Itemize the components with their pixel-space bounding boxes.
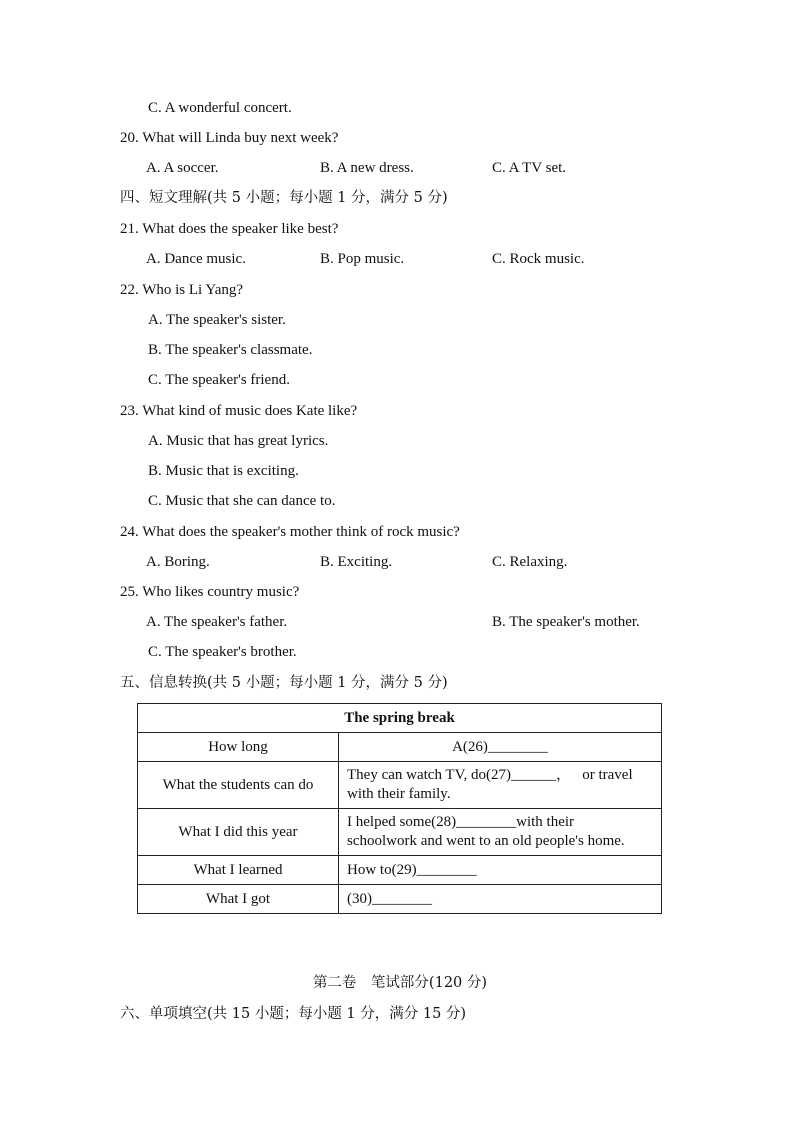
- q22-question: 22. Who is Li Yang?: [120, 282, 244, 298]
- table-row: [138, 733, 662, 762]
- q25-question: 25. Who likes country music?: [120, 584, 300, 600]
- row-value: [339, 856, 662, 885]
- row-value-line: schoolwork and went to an old people's home.: [347, 833, 625, 849]
- spring-break-table: [137, 703, 662, 914]
- row-value-line: They can watch TV, do(27)______， or travel: [347, 767, 633, 783]
- q24-option-a: A. Boring.: [146, 554, 210, 570]
- q25-option-b: B. The speaker's mother.: [492, 614, 640, 630]
- table-row: [138, 856, 662, 885]
- q21-option-c: C. Rock music.: [492, 251, 585, 267]
- row-value: [339, 809, 662, 856]
- row-label: What the students can do: [138, 762, 339, 809]
- q21-option-a: A. Dance music.: [146, 251, 246, 267]
- row-label: How long: [138, 733, 339, 762]
- q23-question: 23. What kind of music does Kate like?: [120, 403, 358, 419]
- q24-option-c: C. Relaxing.: [492, 554, 568, 570]
- q22-option-b: B. The speaker's classmate.: [148, 342, 313, 358]
- q25-option-c: C. The speaker's brother.: [148, 644, 297, 660]
- row-label: What I learned: [138, 856, 339, 885]
- q20-option-c: C. A TV set.: [492, 160, 567, 176]
- row-value-line: with their family.: [347, 786, 451, 802]
- table-row: [138, 885, 662, 914]
- row-value: [339, 762, 662, 809]
- part2-heading: 第二卷 笔试部分(120 分): [312, 975, 488, 991]
- q25-option-a: A. The speaker's father.: [146, 614, 288, 630]
- q21-question: 21. What does the speaker like best?: [120, 221, 339, 237]
- q21-option-b: B. Pop music.: [320, 251, 405, 267]
- q19-option-c: C. A wonderful concert.: [148, 100, 292, 116]
- q24-question: 24. What does the speaker's mother think of rock music?: [120, 524, 460, 540]
- q23-option-b: B. Music that is exciting.: [148, 463, 299, 479]
- table-title: The spring break: [138, 704, 662, 733]
- row-label: What I did this year: [138, 809, 339, 856]
- q22-option-a: A. The speaker's sister.: [148, 312, 286, 328]
- row-value: [339, 885, 662, 914]
- row-value-line: How to(29)________: [347, 861, 477, 878]
- row-value: [339, 733, 662, 762]
- row-value-line: (30)________: [347, 890, 432, 907]
- row-label: What I got: [138, 885, 339, 914]
- row-value-line: I helped some(28)________with their: [347, 814, 575, 830]
- q20-option-b: B. A new dress.: [320, 160, 414, 176]
- q20-option-a: A. A soccer.: [146, 160, 219, 176]
- q24-option-b: B. Exciting.: [320, 554, 393, 570]
- q22-option-c: C. The speaker's friend.: [148, 372, 290, 388]
- q23-option-a: A. Music that has great lyrics.: [148, 433, 329, 449]
- section6-heading: 六、单项填空(共 15 小题；每小题 1 分，满分 15 分): [120, 1006, 467, 1022]
- table-row: [138, 809, 662, 856]
- row-value-line: A(26)________: [452, 738, 548, 755]
- q20-question: 20. What will Linda buy next week?: [120, 130, 339, 146]
- section4-heading: 四、短文理解(共 5 小题；每小题 1 分，满分 5 分): [120, 190, 448, 206]
- q23-option-c: C. Music that she can dance to.: [148, 493, 336, 509]
- table-row: [138, 762, 662, 809]
- section5-heading: 五、信息转换(共 5 小题；每小题 1 分，满分 5 分): [120, 675, 448, 691]
